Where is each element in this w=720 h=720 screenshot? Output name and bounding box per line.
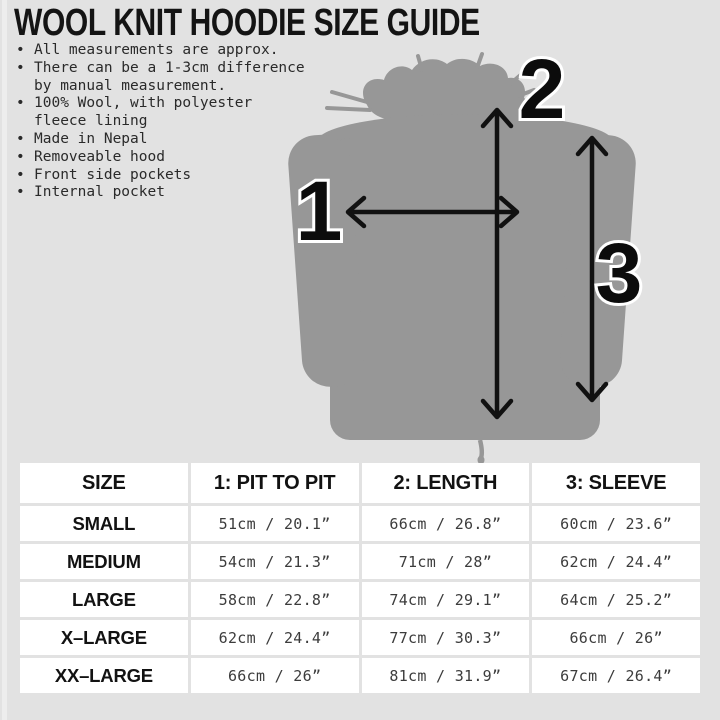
column-header-size: SIZE xyxy=(20,463,188,503)
pit-to-pit-value: 58cm / 22.8” xyxy=(191,582,359,617)
sleeve-value: 64cm / 25.2” xyxy=(532,582,700,617)
length-value: 71cm / 28” xyxy=(362,544,530,579)
pit-to-pit-value: 62cm / 24.4” xyxy=(191,620,359,655)
pit-to-pit-value: 66cm / 26” xyxy=(191,658,359,693)
table-row-x-large xyxy=(20,620,700,655)
note-item: • Made in Nepal xyxy=(12,131,310,149)
measure-label-sleeve: 3 xyxy=(595,226,643,320)
column-header-length: 2: LENGTH xyxy=(362,463,530,503)
table-header-row xyxy=(20,463,700,503)
product-notes-list xyxy=(12,42,310,202)
note-item: • Removeable hood xyxy=(12,149,310,167)
length-value: 74cm / 29.1” xyxy=(362,582,530,617)
note-item: • All measurements are approx. xyxy=(12,42,310,60)
size-label: X–LARGE xyxy=(20,620,188,655)
length-value: 77cm / 30.3” xyxy=(362,620,530,655)
table-row-small xyxy=(20,506,700,541)
hoodie-illustration xyxy=(272,50,652,465)
pit-to-pit-value: 54cm / 21.3” xyxy=(191,544,359,579)
note-item: • There can be a 1-3cm difference by manual measurement. xyxy=(12,60,310,96)
size-label: SMALL xyxy=(20,506,188,541)
note-item: • Front side pockets xyxy=(12,167,310,185)
size-label: XX–LARGE xyxy=(20,658,188,693)
sleeve-value: 62cm / 24.4” xyxy=(532,544,700,579)
note-item: • 100% Wool, with polyester fleece lining xyxy=(12,95,310,131)
table-row-xx-large xyxy=(20,658,700,693)
sleeve-value: 67cm / 26.4” xyxy=(532,658,700,693)
table-row-medium xyxy=(20,544,700,579)
measure-label-length: 2 xyxy=(518,50,566,136)
left-edge-highlight xyxy=(2,0,7,720)
sleeve-value: 66cm / 26” xyxy=(532,620,700,655)
pit-to-pit-value: 51cm / 20.1” xyxy=(191,506,359,541)
length-value: 66cm / 26.8” xyxy=(362,506,530,541)
measure-label-pit-to-pit: 1 xyxy=(295,164,343,258)
column-header-sleeve: 3: SLEEVE xyxy=(532,463,700,503)
page-title: WOOL KNIT HOODIE SIZE GUIDE xyxy=(14,2,480,44)
sleeve-value: 60cm / 23.6” xyxy=(532,506,700,541)
note-item: • Internal pocket xyxy=(12,184,310,202)
hoodie-measurement-figure xyxy=(272,50,652,465)
size-label: MEDIUM xyxy=(20,544,188,579)
size-label: LARGE xyxy=(20,582,188,617)
column-header-pit-to-pit: 1: PIT TO PIT xyxy=(191,463,359,503)
table-row-large xyxy=(20,582,700,617)
length-value: 81cm / 31.9” xyxy=(362,658,530,693)
size-guide-table xyxy=(17,460,703,696)
